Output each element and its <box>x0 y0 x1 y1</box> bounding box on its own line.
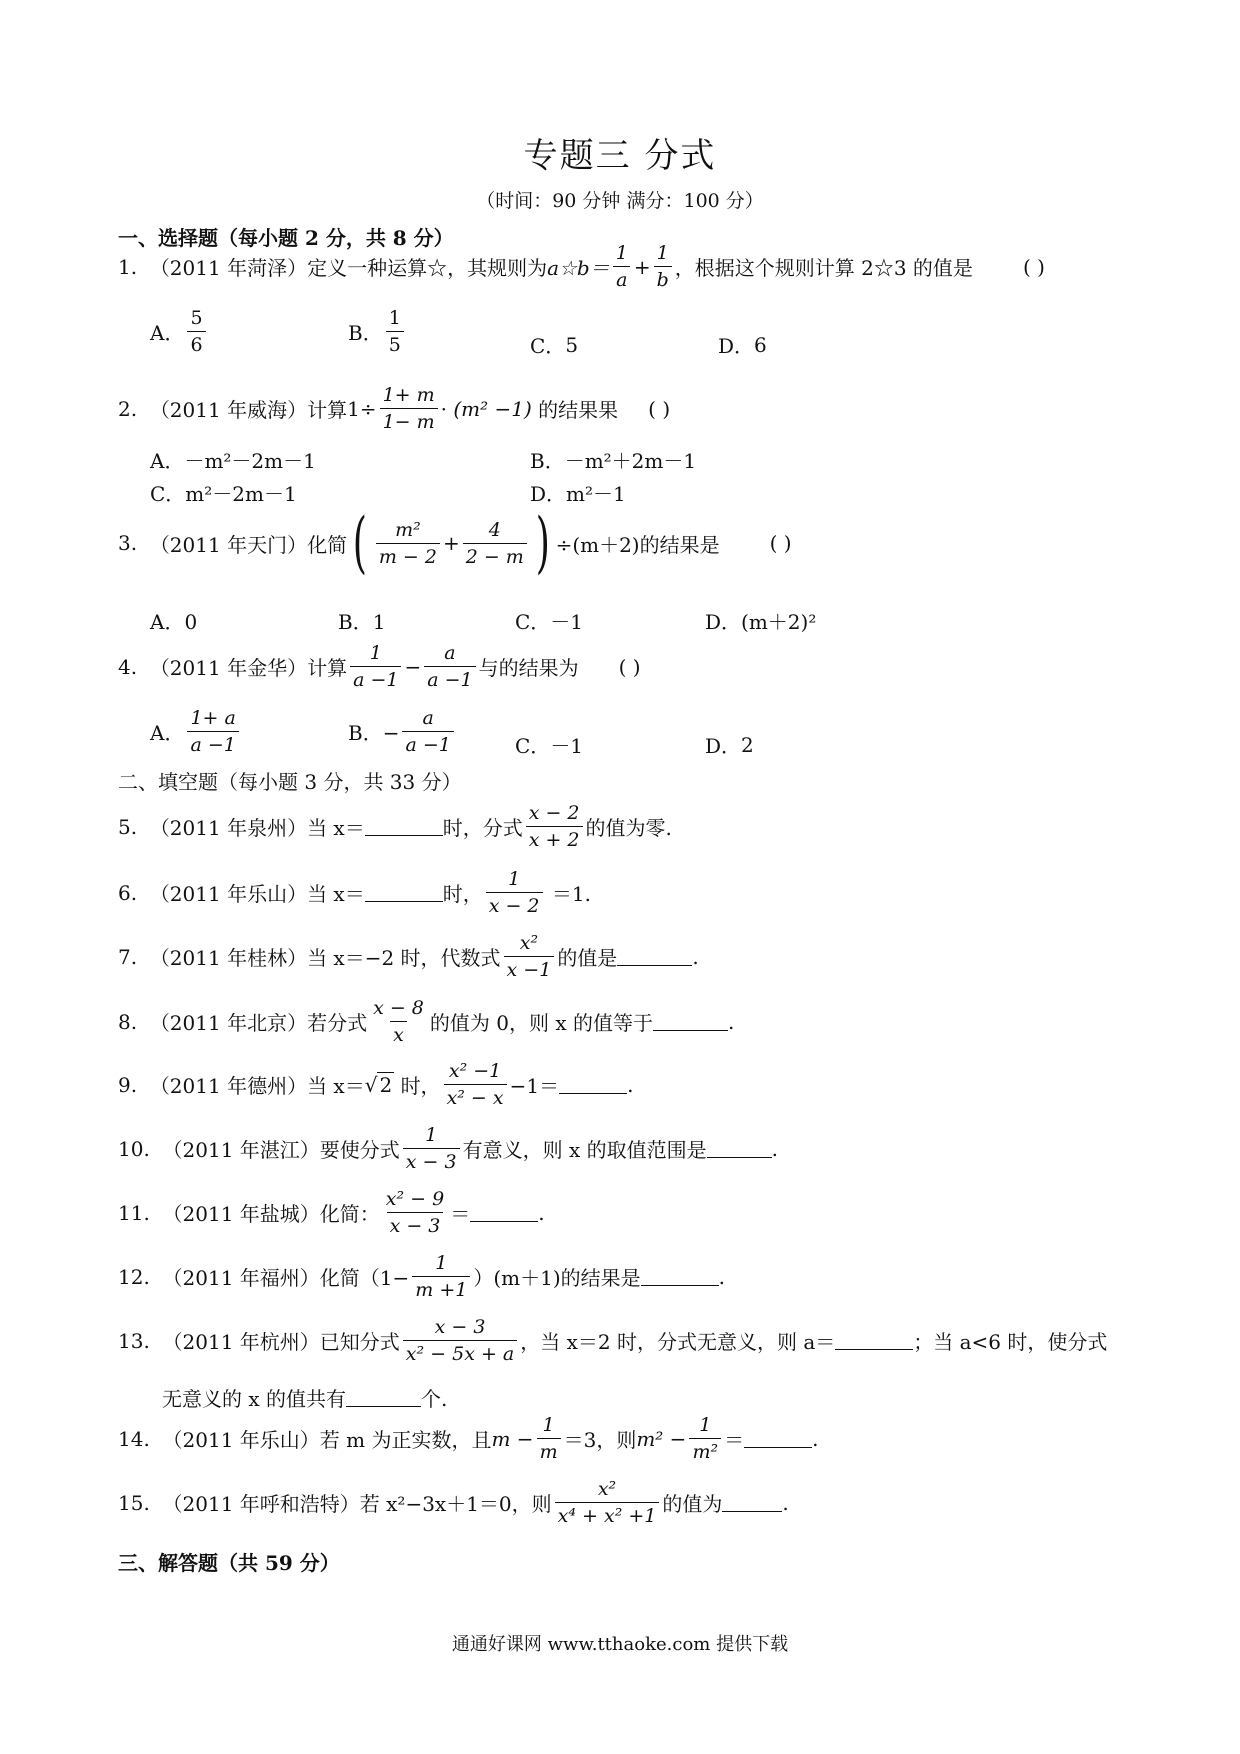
answer-blank[interactable] <box>744 1429 812 1448</box>
operator: + <box>633 254 651 279</box>
fraction <box>504 930 555 983</box>
question-12 <box>118 1250 725 1303</box>
numerator: 1 <box>369 642 382 664</box>
fraction <box>383 1186 447 1239</box>
question-14 <box>118 1412 818 1465</box>
denominator: x⁴ + x² +1 <box>555 1502 660 1529</box>
answer-bracket: ( ) <box>648 396 671 421</box>
denominator: x − 3 <box>387 1212 444 1239</box>
period: . <box>627 1072 634 1097</box>
page-footer: 通通好课网 www.tthaoke.com 提供下载 <box>451 1634 789 1655</box>
question-number: 9. <box>118 1072 138 1097</box>
option-label: A． <box>150 321 185 345</box>
denominator: 1− m <box>380 408 438 435</box>
question-number: 6. <box>118 880 138 905</box>
numerator: 1 <box>425 1124 438 1146</box>
answer-blank[interactable] <box>722 1493 782 1512</box>
option-text: 2 <box>741 732 754 757</box>
question-text: （2011 年北京）若分式 <box>149 1011 368 1035</box>
question-15 <box>118 1476 789 1529</box>
option-d: D．(m＋2)² <box>705 610 817 634</box>
question-13-line-2 <box>162 1383 447 1412</box>
option-label: B．− <box>348 721 400 745</box>
denominator: m − 2 <box>376 543 440 570</box>
numerator: 1 <box>388 307 401 329</box>
question-text: ＝ <box>724 1428 745 1452</box>
option-text: 6 <box>754 332 767 357</box>
denominator: 6 <box>187 331 205 358</box>
question-number: 1. <box>118 254 138 279</box>
denominator: a −1 <box>402 731 453 758</box>
numerator: 1 <box>699 1414 712 1436</box>
question-6 <box>118 866 591 919</box>
answer-blank[interactable] <box>559 1075 627 1094</box>
denominator: a −1 <box>350 666 401 693</box>
option-d: D．m²－1 <box>530 482 626 506</box>
page-subtitle: （时间：90 分钟 满分：100 分） <box>476 190 764 212</box>
answer-blank[interactable] <box>653 1012 728 1031</box>
question-text: ＝ <box>450 1202 471 1226</box>
denominator: a −1 <box>187 731 238 758</box>
question-text: （2011 年呼和浩特）若 x²−3x＋1＝0，则 <box>162 1492 552 1516</box>
fraction <box>555 1476 660 1529</box>
denominator: x −1 <box>504 956 555 983</box>
question-number: 11. <box>118 1200 150 1225</box>
question-number: 14. <box>118 1426 150 1451</box>
question-text: （2011 年湛江）要使分式 <box>162 1138 400 1162</box>
numerator: 1 <box>435 1252 448 1274</box>
period: . <box>692 944 699 969</box>
question-text: ，根据这个规则计算 2☆3 的值是 <box>674 256 973 280</box>
numerator: 1 <box>656 242 669 264</box>
answer-blank[interactable] <box>346 1388 421 1407</box>
option-a <box>150 705 242 758</box>
question-11 <box>118 1186 545 1239</box>
question-number: 5. <box>118 814 138 839</box>
question-number: 7. <box>118 944 138 969</box>
denominator: m +1 <box>412 1276 470 1303</box>
question-text: ）(m＋1)的结果是 <box>473 1266 641 1290</box>
question-number: 13. <box>118 1328 150 1353</box>
question-text: ＝1. <box>551 882 591 906</box>
question-text: （2011 年盐城）化简： <box>162 1202 380 1226</box>
question-expression: m − <box>491 1426 534 1451</box>
question-text: （2011 年福州）化简（1− <box>162 1266 410 1290</box>
question-text: 的值是 <box>557 946 618 970</box>
question-text: 个. <box>421 1387 448 1411</box>
fraction <box>537 1412 561 1465</box>
option-label: A． <box>150 721 185 745</box>
denominator: x² − 5x + a <box>403 1340 517 1367</box>
question-expression: a☆b＝ <box>547 256 610 280</box>
fraction <box>380 382 438 435</box>
question-number: 3. <box>118 531 138 555</box>
option-b <box>348 705 457 758</box>
fraction <box>376 517 440 570</box>
section-heading-answer: 三、解答题（共 59 分） <box>118 1551 340 1575</box>
answer-blank[interactable] <box>365 817 443 836</box>
question-4 <box>118 640 641 693</box>
denominator: a −1 <box>424 666 475 693</box>
operator: · <box>440 396 447 421</box>
period: . <box>538 1200 545 1225</box>
numerator: 1 <box>615 242 628 264</box>
fraction <box>402 705 453 758</box>
option-text: 5 <box>565 332 579 357</box>
question-text: 有意义，则 x 的取值范围是 <box>462 1138 707 1162</box>
radicand: 2 <box>379 1072 393 1097</box>
option-b <box>348 305 407 358</box>
fraction <box>350 640 401 693</box>
period: . <box>812 1426 819 1451</box>
section-heading-choice: 一、选择题（每小题 2 分，共 8 分） <box>118 226 454 250</box>
question-text: （2011 年泉州）当 x＝ <box>149 816 365 840</box>
period: . <box>782 1490 789 1515</box>
question-number: 4. <box>118 654 138 679</box>
option-c <box>530 330 578 359</box>
numerator: 1 <box>508 868 521 890</box>
option-c: C．m²－2m－1 <box>150 482 297 506</box>
denominator: b <box>654 266 672 293</box>
question-text: 的值为零. <box>585 816 672 840</box>
question-text: （2011 年威海）计算 <box>149 398 348 422</box>
denominator: a <box>613 266 630 293</box>
numerator: m² <box>395 518 421 541</box>
answer-bracket: ( ) <box>769 531 792 555</box>
question-text: 与的结果为 <box>478 656 579 680</box>
denominator: x − 2 <box>486 892 543 919</box>
fraction <box>654 240 672 293</box>
question-number: 15. <box>118 1490 150 1515</box>
question-text: ÷(m＋2)的结果是 <box>555 532 720 557</box>
numerator: 1 <box>542 1414 555 1436</box>
fraction <box>486 866 543 919</box>
numerator: a <box>422 707 434 729</box>
question-text: （2011 年乐山）当 x＝ <box>149 882 365 906</box>
question-5 <box>118 800 672 853</box>
fraction <box>689 1412 721 1465</box>
option-c: C．－1 <box>515 610 584 634</box>
left-paren: ( <box>352 504 368 581</box>
question-13 <box>118 1314 1107 1367</box>
fraction <box>526 800 583 853</box>
answer-bracket: ( ) <box>618 654 641 679</box>
numerator: x − 2 <box>528 802 580 824</box>
denominator: x <box>390 1021 407 1048</box>
answer-blank[interactable] <box>707 1139 772 1158</box>
denominator: x² − x <box>444 1084 507 1111</box>
numerator: x² <box>519 932 539 954</box>
numerator: x² −1 <box>448 1060 502 1082</box>
question-text: 时， <box>400 1074 441 1098</box>
operator: − <box>404 654 422 679</box>
question-text: （2011 年天门）化简 <box>149 532 348 557</box>
question-text: 无意义的 x 的值共有 <box>162 1387 346 1411</box>
option-a: A．0 <box>150 610 198 634</box>
question-text: −1＝ <box>509 1074 560 1098</box>
denominator: 5 <box>386 331 404 358</box>
question-text: （2011 年桂林）当 x＝−2 时，代数式 <box>149 946 501 970</box>
option-label: C． <box>515 734 551 758</box>
question-1 <box>118 240 1045 293</box>
question-expression: 1÷ <box>347 396 377 421</box>
numerator: 1+ m <box>382 384 435 406</box>
denominator: x + 2 <box>526 826 583 853</box>
numerator: 4 <box>488 518 501 541</box>
fraction <box>403 1314 517 1367</box>
numerator: x² − 9 <box>385 1188 445 1210</box>
section-heading-fill: 二、填空题（每小题 3 分，共 33 分） <box>118 770 462 794</box>
period: . <box>718 1264 726 1289</box>
option-label: C． <box>530 334 566 358</box>
option-a <box>150 305 209 358</box>
option-c <box>515 730 583 759</box>
numerator: a <box>444 642 456 664</box>
question-expression: m² − <box>636 1426 687 1451</box>
fraction <box>444 1058 507 1111</box>
option-a: A．－m²－2m－1 <box>150 449 316 473</box>
question-number: 12. <box>118 1264 150 1289</box>
page-title: 专题三 分式 <box>523 136 717 176</box>
fraction <box>187 305 205 358</box>
question-text: 时， <box>442 882 483 906</box>
question-text: 时，分式 <box>442 816 523 840</box>
question-text: ＝3，则 <box>563 1428 637 1452</box>
question-7 <box>118 930 699 983</box>
option-label: B． <box>348 321 383 345</box>
answer-bracket: ( ) <box>1022 254 1045 279</box>
numerator: 5 <box>190 307 203 329</box>
period: . <box>771 1136 778 1161</box>
question-text: ，当 x＝2 时，分式无意义，则 a＝ <box>520 1330 836 1354</box>
fraction <box>403 1122 460 1175</box>
option-b: B．1 <box>338 610 386 634</box>
answer-blank[interactable] <box>617 947 692 966</box>
answer-blank[interactable] <box>365 883 443 902</box>
fraction <box>424 640 475 693</box>
operator: + <box>442 531 460 555</box>
question-3 <box>118 504 792 581</box>
numerator: x² <box>597 1478 617 1500</box>
right-paren: ) <box>535 504 550 581</box>
question-10 <box>118 1122 778 1175</box>
question-text: （2011 年杭州）已知分式 <box>162 1330 400 1354</box>
numerator: 1+ a <box>190 707 236 729</box>
question-text: 的结果果 <box>538 398 619 422</box>
denominator: m <box>537 1438 561 1465</box>
period: . <box>727 1009 735 1034</box>
numerator: x − 8 <box>373 997 424 1019</box>
denominator: m² <box>689 1438 721 1465</box>
question-2 <box>118 382 670 435</box>
question-text: （2011 年乐山）若 m 为正实数，且 <box>162 1428 492 1452</box>
answer-blank[interactable] <box>470 1203 538 1222</box>
answer-blank[interactable] <box>641 1267 719 1286</box>
fraction <box>187 705 238 758</box>
question-number: 10. <box>118 1136 150 1161</box>
numerator: x − 3 <box>434 1316 486 1338</box>
question-text: （2011 年德州）当 x＝ <box>149 1074 365 1098</box>
option-b: B．－m²＋2m－1 <box>530 449 697 473</box>
fraction <box>613 240 631 293</box>
question-text: （2011 年菏泽）定义一种运算☆，其规则为 <box>149 256 548 280</box>
denominator: 2 − m <box>463 543 527 570</box>
question-9 <box>118 1058 633 1111</box>
question-number: 8. <box>118 1009 138 1034</box>
option-label: D． <box>718 334 755 358</box>
denominator: x − 3 <box>403 1148 460 1175</box>
option-d <box>718 330 767 359</box>
answer-blank[interactable] <box>835 1331 913 1350</box>
fraction <box>412 1250 470 1303</box>
question-number: 2. <box>118 396 138 421</box>
question-text: ；当 a<6 时，使分式 <box>913 1330 1108 1354</box>
question-text: 的值为 0，则 x 的值等于 <box>429 1011 653 1035</box>
question-expression: (m² −1) <box>453 396 532 421</box>
option-label: D． <box>705 734 742 758</box>
option-text: －1 <box>550 734 584 758</box>
fraction <box>463 517 527 570</box>
option-d <box>705 730 754 759</box>
fraction <box>370 995 427 1048</box>
question-8 <box>118 995 734 1048</box>
sqrt-expression: √ 2 <box>364 1072 393 1097</box>
fraction <box>386 305 404 358</box>
question-text: 的值为 <box>662 1492 723 1516</box>
question-text: （2011 年金华）计算 <box>149 656 348 680</box>
